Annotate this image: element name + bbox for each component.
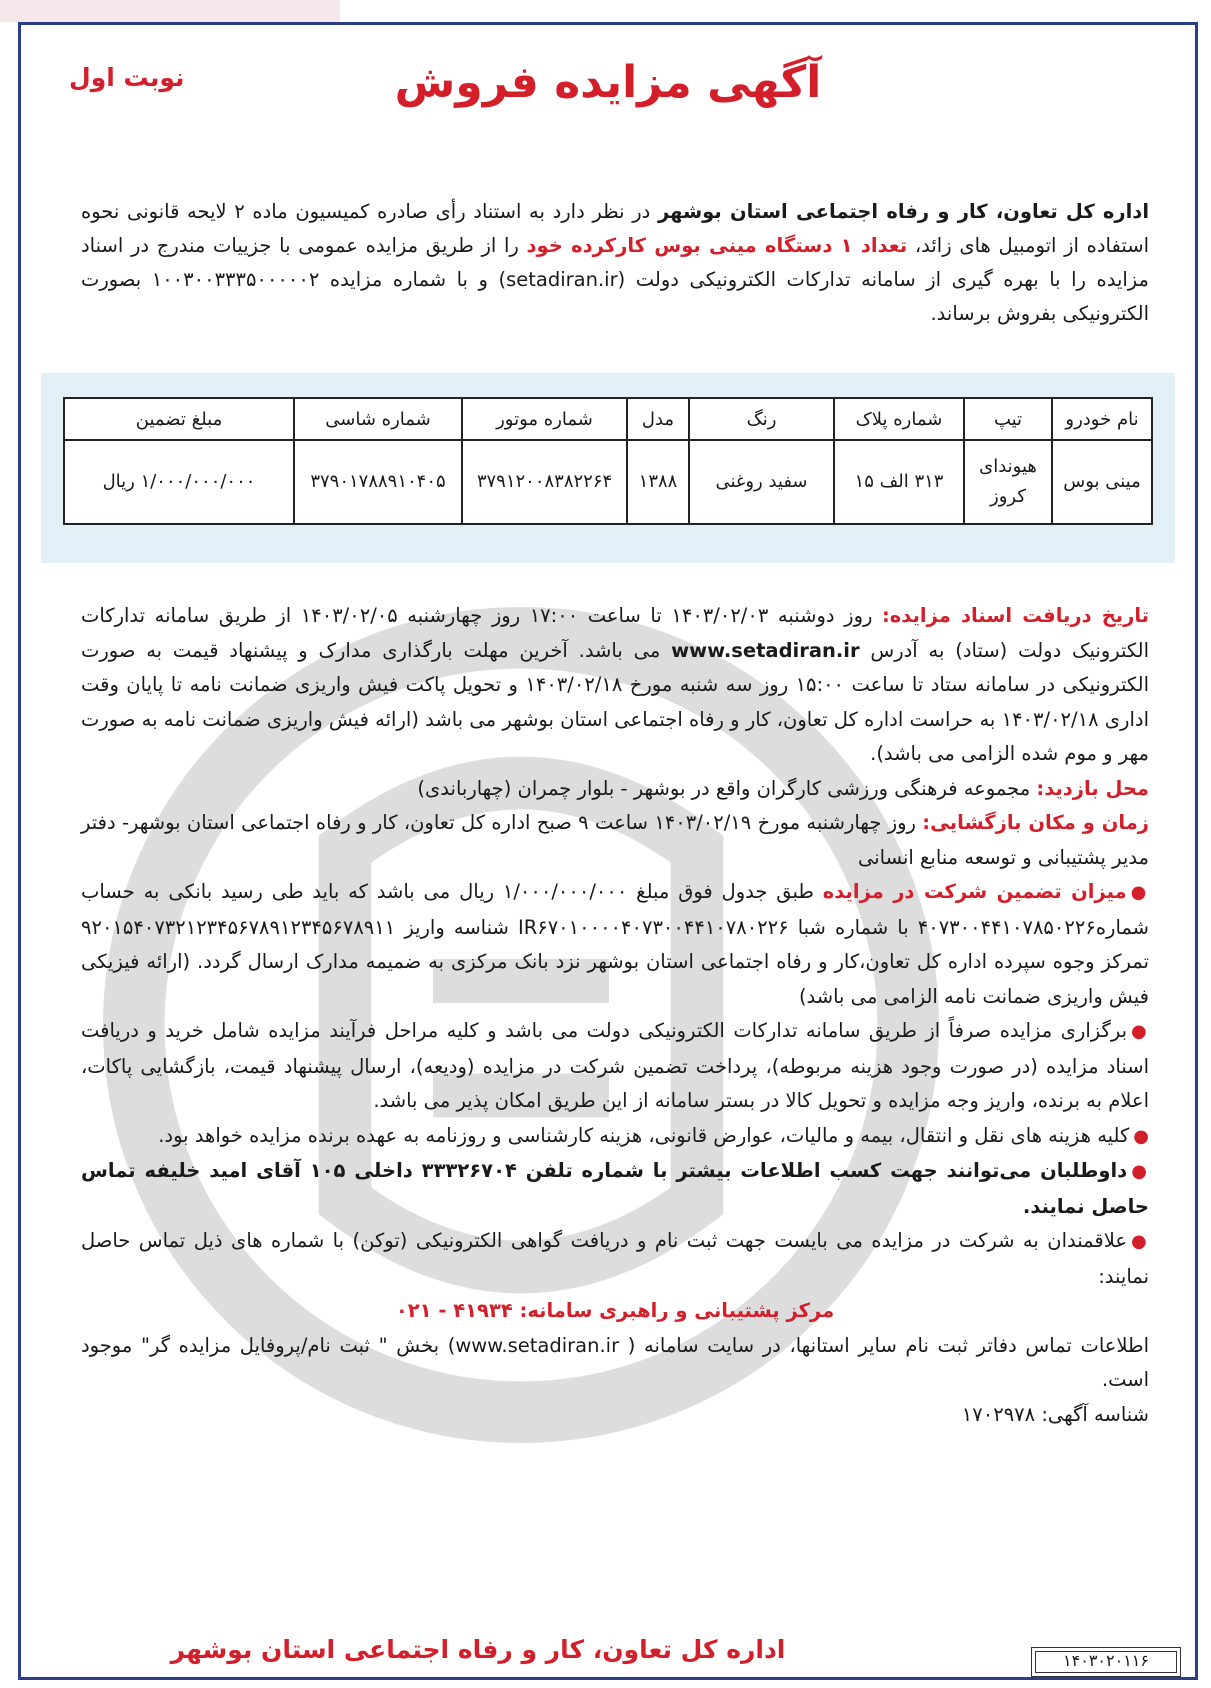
cell-chassis: ۳۷۹۰۱۷۸۸۹۱۰۴۰۵ [294,440,462,524]
col-engine: شماره موتور [462,398,627,440]
docs-text-2: می باشد. آخرین مهلت بارگذاری مدارک و پیشنهاد قیمت به صورت الکترونیکی در سامانه ستاد تا ساعت ۱۵:۰۰ روز سه شنبه مورخ ۱۴۰۳/۰۲/۱۸ و تحویل پاکت فیش واریزی ضمانت نامه تا پایان وقت اداری ۱۴۰۳/۰۲/۱۸ به حراست اداره کل تعاون، کار و رفاه اجتماعی استان بوشهر می باشد (ارائه فیش واریزی ضمانت نامه به صورت مهر و موم شده الزامی می باشد). [81,638,1149,765]
costs-paragraph [81,1119,1149,1155]
contact-text: داوطلبان می‌توانند جهت کسب اطلاعات بیشتر با شماره تلفن ۳۳۳۲۶۷۰۴ داخلی ۱۰۵ آقای امید خلیفه تماس حاصل نمایند. [81,1159,1149,1218]
intro-text-1: در نظر دارد به استناد رأی صادره کمیسیون ماده ۲ لایحه قانونی نحوه استفاده از اتومبیل های زائد، [81,200,1149,257]
page-title: آگهی مزایده فروش [394,57,822,108]
visit-text: مجموعه فرهنگی ورزشی کارگران واقع در بوشهر - بلوار چمران (چهارباندی) [417,776,1037,800]
vehicle-table [63,397,1153,525]
offices-paragraph: اطلاعات تماس دفاتر ثبت نام سایر استانها، در سایت سامانه ( www.setadiran.ir) بخش " ثبت نام/پروفایل مزایده گر" موجود است. [81,1333,1149,1391]
col-plate: شماره پلاک [834,398,964,440]
col-type: تیپ [964,398,1052,440]
cell-guarantee: ۱/۰۰۰/۰۰۰/۰۰۰ ریال [64,440,294,524]
intro-paragraph [81,195,1149,331]
visit-paragraph [81,772,1149,807]
support-center: مرکز پشتیبانی و راهبری سامانه: ۴۱۹۳۴ - ۰۲۱ [395,1299,835,1322]
intro-org: اداره کل تعاون، کار و رفاه اجتماعی استان بوشهر [657,200,1149,223]
setad-text: برگزاری مزایده صرفاً از طریق سامانه تدارکات الکترونیکی دولت می باشد و کلیه مراحل فرآیند مزایده شامل خرید و دریافت اسناد مزایده (در صورت وجود هزینه مربوطه)، پرداخت تضمین شرکت در مزایده (ودیعه)، ارسال پیشنهاد قیمت، بازگشایی پاکات، اعلام به برنده، واریز وجه مزایده و تحویل کالا در بستر سامانه از این طریق امکان پذیر می باشد. [81,1019,1149,1112]
bullet-icon: ● [1130,882,1149,903]
cell-model: ۱۳۸۸ [627,440,689,524]
docs-url: www.setadiran.ir [671,638,860,662]
notice-body [81,599,1149,1432]
intro-text-2: را از طریق مزایده عمومی با جزییات مندرج در اسناد مزایده را با بهره گیری از سامانه تدارکات الکترونیکی دولت (setadiran.ir) و با شماره مزایده ۱۰۰۳۰۰۳۳۳۵۰۰۰۰۰۲ بصورت الکترونیکی بفروش برساند. [81,234,1150,325]
bullet-icon: ● [1131,1161,1150,1182]
bullet-icon: ● [1131,1021,1149,1042]
guarantee-text: طبق جدول فوق مبلغ ۱/۰۰۰/۰۰۰/۰۰۰ ریال می باشد که باید طی رسید بانکی به حساب شماره۴۰۷۳۰۰۴۴۱۰۷۸۵۰۲۲۶ با شماره شبا IR۶۷۰۱۰۰۰۰۴۰۷۳۰۰۴۴۱۰۷۸۰۲۲۶ شناسه واریز ۹۲۰۱۵۴۰۷۳۲۱۲۳۴۵۶۷۸۹۱۲۳۴۵۶۷۸۹۱۱ تمرکز وجوه سپرده اداره کل تعاون،کار و رفاه اجتماعی استان بوشهر نزد بانک مرکزی به ضمیمه مدارک ارسال گردد. (ارائه فیزیکی فیش واریزی ضمانت نامه الزامی می باشد) [81,880,1149,1008]
opening-text: روز چهارشنبه مورخ ۱۴۰۳/۰۲/۱۹ ساعت ۹ صبح اداره کل تعاون، کار و رفاه اجتماعی استان بوشهر- دفتر مدیر پشتیبانی و توسعه منابع انسانی [81,811,1149,869]
table-row [64,440,1152,524]
col-vehicle-name: نام خودرو [1052,398,1152,440]
cell-engine: ۳۷۹۱۲۰۰۸۳۸۲۲۶۴ [462,440,627,524]
cell-plate: ۳۱۳ الف ۱۵ [834,440,964,524]
setad-paragraph [81,1014,1149,1119]
cell-type: هیوندای کروز [964,440,1052,524]
intro-highlight: تعداد ۱ دستگاه مینی بوس کارکرده خود [526,234,908,257]
token-text: علاقمندان به شرکت در مزایده می بایست جهت ثبت نام و دریافت گواهی الکترونیکی (توکن) با شماره های ذیل تماس حاصل نمایند: [81,1229,1149,1288]
ad-code-box: ۱۴۰۳۰۲۰۱۱۶ [1031,1647,1181,1677]
col-model: مدل [627,398,689,440]
docs-paragraph [81,599,1149,772]
docs-text-1: روز دوشنبه ۱۴۰۳/۰۲/۰۳ تا ساعت ۱۷:۰۰ روز چهارشنبه ۱۴۰۳/۰۲/۰۵ از طریق سامانه تدارکات الکترونیک دولت (ستاد) به آدرس [81,604,1150,662]
contact-paragraph [81,1154,1149,1224]
bullet-icon: ● [1133,1125,1149,1147]
bullet-icon: ● [1131,1231,1149,1252]
cell-vehicle-name: مینی بوس [1052,440,1152,524]
ad-id: شناسه آگهی: ۱۷۰۲۹۷۸ [961,1402,1149,1426]
notice-frame [18,22,1198,1680]
guarantee-label: میزان تضمین شرکت در مزایده [822,880,1127,903]
col-guarantee: مبلغ تضمین [64,398,294,440]
visit-label: محل بازدید: [1036,776,1149,800]
docs-label: تاریخ دریافت اسناد مزایده: [882,604,1149,627]
col-color: رنگ [689,398,834,440]
cell-color: سفید روغنی [689,440,834,524]
col-chassis: شماره شاسی [294,398,462,440]
table-header-row [64,398,1152,440]
top-strip [0,0,340,22]
round-label: نوبت اول [69,63,185,92]
opening-paragraph [81,806,1149,875]
costs-text: کلیه هزینه های نقل و انتقال، بیمه و مالیات، عوارض قانونی، هزینه کارشناسی و روزنامه به عهده برنده مزایده خواهد بود. [158,1123,1130,1147]
token-paragraph [81,1224,1149,1294]
opening-label: زمان و مکان بازگشایی: [922,811,1149,834]
footer-org: اداره کل تعاون، کار و رفاه اجتماعی استان بوشهر [170,1635,786,1664]
guarantee-paragraph [81,875,1149,1014]
